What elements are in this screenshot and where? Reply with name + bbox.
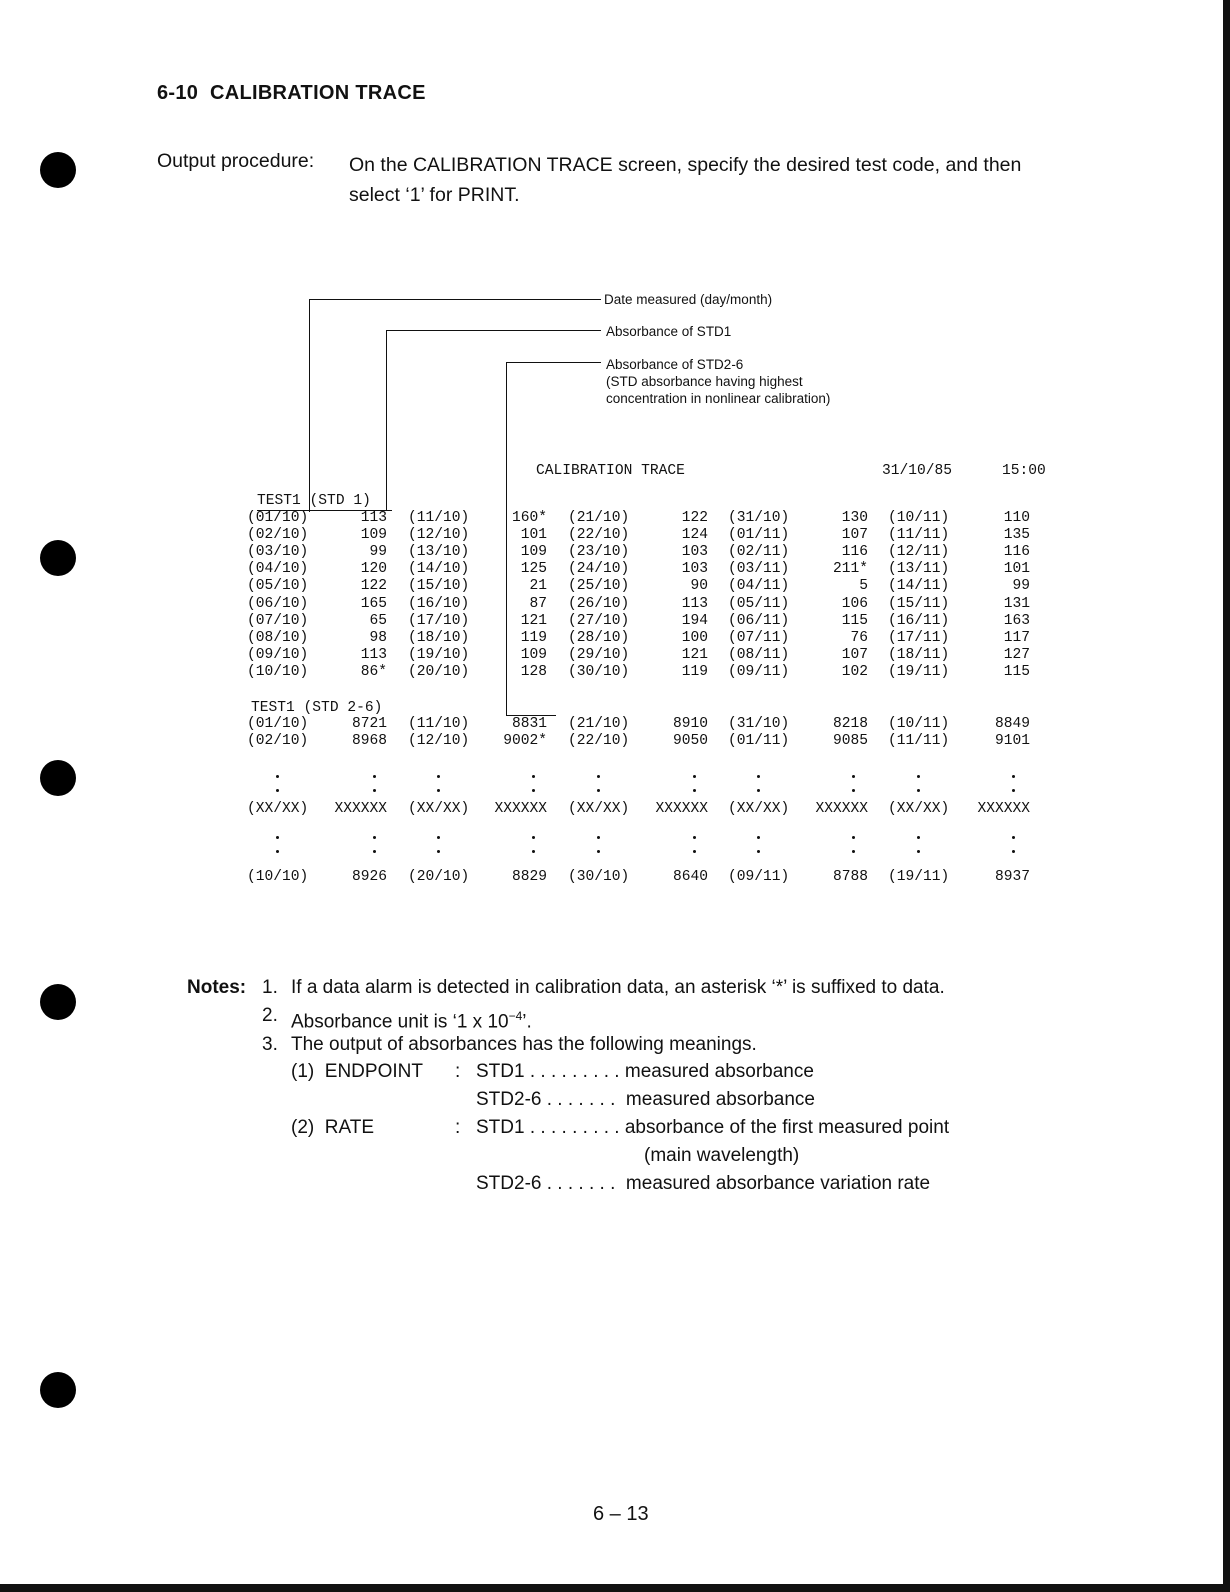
continuation-dot	[276, 850, 279, 853]
note-1: If a data alarm is detected in calibration data, an asterisk ‘*’ is suffixed to data.	[291, 977, 945, 998]
continuation-dot	[757, 836, 760, 839]
std26-cell-date: (02/10)	[247, 733, 309, 749]
continuation-dot	[852, 775, 855, 778]
std1-cell-value: 119	[681, 663, 708, 680]
continuation-dot	[373, 836, 376, 839]
std1-cell-date: (13/11)	[888, 561, 950, 578]
std1-cell-date: (16/10)	[408, 595, 470, 612]
std1-cell-date: (25/10)	[568, 578, 630, 595]
std26-cell-value: 8721	[351, 716, 387, 732]
procedure-label: Output procedure:	[157, 150, 315, 172]
std1-cell-value: 194	[681, 612, 708, 629]
rate-std1: STD1 . . . . . . . . . absorbance of the first measured point	[476, 1117, 950, 1138]
std26-cell-date: (11/10)	[408, 716, 470, 732]
page-edge-right	[1223, 0, 1230, 1592]
std1-cell-value: 107	[841, 527, 868, 544]
std1-cell-date: (30/10)	[568, 663, 630, 680]
placeholder-cell-value: XXXXXX	[334, 801, 387, 817]
std1-cell-value: 211*	[832, 561, 868, 578]
continuation-dot	[917, 850, 920, 853]
continuation-dot	[757, 850, 760, 853]
std1-cell-value: 160*	[511, 510, 547, 526]
continuation-dot	[597, 789, 600, 792]
std1-cell-value: 116	[1003, 544, 1030, 561]
std1-cell-date: (06/10)	[247, 595, 309, 612]
std1-cell-value: 124	[681, 527, 708, 544]
std26-last-cell-value: 8829	[511, 869, 547, 885]
binder-hole	[40, 540, 76, 576]
endpoint-label: (1) ENDPOINT	[291, 1061, 423, 1082]
std26-cell-date: (11/11)	[888, 733, 950, 749]
std1-cell-date: (17/10)	[408, 612, 470, 629]
std1-cell-date: (15/10)	[408, 578, 470, 595]
continuation-dot	[437, 836, 440, 839]
std1-cell-date: (28/10)	[568, 629, 630, 646]
continuation-dot	[1012, 850, 1015, 853]
std26-last-cell-date: (09/11)	[728, 869, 790, 885]
continuation-dot	[1012, 775, 1015, 778]
std1-cell-date: (05/11)	[728, 595, 790, 612]
note-2-post: ’.	[522, 1011, 532, 1033]
std1-cell-value: 102	[841, 663, 868, 680]
std1-cell-value: 122	[681, 510, 708, 526]
std26-cell-value: 8968	[351, 733, 387, 749]
continuation-dot	[276, 789, 279, 792]
std1-cell-value: 99	[369, 544, 387, 561]
std1-cell-date: (19/10)	[408, 646, 470, 663]
std1-cell-value: 5	[859, 578, 868, 595]
std1-cell-value: 101	[1003, 561, 1030, 578]
std1-cell-value: 21	[529, 578, 547, 595]
std1-cell-value: 115	[841, 612, 868, 629]
std1-cell-value: 113	[360, 510, 387, 526]
continuation-dot	[276, 836, 279, 839]
leader-std26-h	[506, 362, 601, 363]
callout-std1: Absorbance of STD1	[606, 324, 732, 339]
continuation-dot	[852, 789, 855, 792]
std1-cell-date: (09/10)	[247, 646, 309, 663]
rate-label: (2) RATE	[291, 1117, 375, 1138]
continuation-dot	[917, 836, 920, 839]
placeholder-cell-date: (XX/XX)	[247, 801, 309, 817]
continuation-dot	[437, 850, 440, 853]
std26-cell-date: (31/10)	[728, 716, 790, 732]
placeholder-cell-date: (XX/XX)	[728, 801, 790, 817]
continuation-dot	[276, 775, 279, 778]
endpoint-std1: STD1 . . . . . . . . . measured absorbance	[476, 1061, 814, 1082]
std1-cell-date: (26/10)	[568, 595, 630, 612]
std1-cell-value: 110	[1003, 510, 1030, 526]
note-2-exponent: −4	[508, 1009, 523, 1023]
leader-date-v	[309, 299, 310, 512]
std26-last-cell-value: 8788	[832, 869, 868, 885]
std1-cell-date: (19/11)	[888, 663, 950, 680]
section-title	[157, 82, 426, 105]
std26-last-cell-value: 8640	[672, 869, 708, 885]
std1-cell-date: (21/10)	[568, 510, 630, 526]
binder-hole	[40, 984, 76, 1020]
binder-hole	[40, 760, 76, 796]
binder-hole	[40, 152, 76, 188]
std1-cell-date: (13/10)	[408, 544, 470, 561]
placeholder-cell-value: XXXXXX	[494, 801, 547, 817]
std1-cell-value: 127	[1003, 646, 1030, 663]
continuation-dot	[437, 775, 440, 778]
procedure-line-1: On the CALIBRATION TRACE screen, specify the desired test code, and then	[349, 154, 1022, 176]
std1-cell-date: (14/10)	[408, 561, 470, 578]
std1-cell-date: (31/10)	[728, 510, 790, 526]
std1-cell-date: (04/10)	[247, 561, 309, 578]
std1-cell-date: (01/11)	[728, 527, 790, 544]
section-heading: CALIBRATION TRACE	[209, 82, 426, 104]
leader-date-h	[309, 299, 601, 300]
std1-cell-date: (01/10)	[247, 510, 309, 526]
std26-last-cell-date: (20/10)	[408, 869, 470, 885]
std1-cell-value: 107	[841, 646, 868, 663]
std1-cell-date: (16/11)	[888, 612, 950, 629]
std26-cell-value: 9085	[832, 733, 868, 749]
std1-cell-value: 100	[681, 629, 708, 646]
procedure-line-2: select ‘1’ for PRINT.	[349, 184, 520, 206]
std1-cell-value: 119	[520, 629, 547, 646]
std26-cell-value: 8910	[672, 716, 708, 732]
std1-cell-date: (24/10)	[568, 561, 630, 578]
std1-cell-value: 115	[1003, 663, 1030, 680]
std1-cell-date: (18/10)	[408, 629, 470, 646]
page-edge-bottom	[0, 1584, 1230, 1592]
std1-cell-date: (11/10)	[408, 510, 470, 526]
callout-std26-line2: (STD absorbance having highest	[606, 374, 803, 389]
continuation-dot	[532, 836, 535, 839]
placeholder-cell-date: (XX/XX)	[408, 801, 470, 817]
leader-std1-h	[386, 330, 601, 331]
continuation-dot	[437, 789, 440, 792]
std1-cell-date: (10/11)	[888, 510, 950, 526]
std26-cell-value: 9050	[672, 733, 708, 749]
std1-cell-value: 109	[360, 527, 387, 544]
std1-cell-value: 163	[1003, 612, 1030, 629]
std1-cell-value: 90	[690, 578, 708, 595]
std26-cell-value: 9101	[994, 733, 1030, 749]
continuation-dot	[597, 836, 600, 839]
callout-date: Date measured (day/month)	[604, 292, 773, 307]
std1-cell-date: (18/11)	[888, 646, 950, 663]
std1-cell-value: 99	[1012, 578, 1030, 595]
continuation-dot	[852, 850, 855, 853]
std1-cell-value: 76	[850, 629, 868, 646]
std1-cell-date: (03/10)	[247, 544, 309, 561]
placeholder-cell-value: XXXXXX	[655, 801, 708, 817]
std1-cell-value: 65	[369, 612, 387, 629]
std1-cell-date: (27/10)	[568, 612, 630, 629]
std26-last-cell-value: 8937	[994, 869, 1030, 885]
std1-cell-value: 128	[520, 663, 547, 680]
std1-cell-date: (02/11)	[728, 544, 790, 561]
std26-last-cell-date: (19/11)	[888, 869, 950, 885]
std1-cell-value: 101	[520, 527, 547, 544]
std1-cell-date: (02/10)	[247, 527, 309, 544]
note-1-number: 1.	[262, 977, 278, 998]
std1-cell-date: (04/11)	[728, 578, 790, 595]
std26-last-cell-value: 8926	[351, 869, 387, 885]
std1-cell-value: 121	[681, 646, 708, 663]
std26-last-cell-date: (30/10)	[568, 869, 630, 885]
block2-header: TEST1 (STD 2-6)	[251, 700, 383, 716]
note-2-number: 2.	[262, 1005, 278, 1026]
continuation-dot	[532, 850, 535, 853]
printout-date: 31/10/85	[882, 463, 953, 479]
std1-cell-value: 106	[841, 595, 868, 612]
std1-cell-value: 121	[520, 612, 547, 629]
placeholder-cell-date: (XX/XX)	[568, 801, 630, 817]
std1-cell-value: 103	[681, 561, 708, 578]
std1-cell-value: 109	[520, 544, 547, 561]
std1-cell-value: 116	[841, 544, 868, 561]
std1-cell-date: (10/10)	[247, 663, 309, 680]
placeholder-cell-value: XXXXXX	[815, 801, 868, 817]
std26-cell-date: (21/10)	[568, 716, 630, 732]
continuation-dot	[917, 775, 920, 778]
placeholder-cell-value: XXXXXX	[977, 801, 1030, 817]
continuation-dot	[597, 850, 600, 853]
std1-cell-value: 130	[841, 510, 868, 526]
std1-cell-date: (14/11)	[888, 578, 950, 595]
binder-hole	[40, 1372, 76, 1408]
std1-cell-value: 125	[520, 561, 547, 578]
continuation-dot	[757, 789, 760, 792]
std1-cell-date: (08/11)	[728, 646, 790, 663]
rate-colon: :	[455, 1117, 461, 1138]
std1-cell-date: (06/11)	[728, 612, 790, 629]
std1-cell-date: (11/11)	[888, 527, 950, 544]
std1-cell-date: (15/11)	[888, 595, 950, 612]
note-2-pre: Absorbance unit is ‘1 x 10	[291, 1011, 509, 1033]
std26-cell-date: (12/10)	[408, 733, 470, 749]
std1-cell-date: (07/10)	[247, 612, 309, 629]
endpoint-colon: :	[455, 1061, 461, 1082]
continuation-dot	[373, 775, 376, 778]
std26-cell-date: (22/10)	[568, 733, 630, 749]
std26-cell-value: 8831	[511, 716, 547, 732]
std1-cell-value: 103	[681, 544, 708, 561]
continuation-dot	[693, 836, 696, 839]
std1-cell-date: (23/10)	[568, 544, 630, 561]
callout-std26-line1: Absorbance of STD2-6	[606, 357, 744, 372]
std1-cell-value: 135	[1003, 527, 1030, 544]
std1-cell-date: (08/10)	[247, 629, 309, 646]
std1-cell-date: (12/11)	[888, 544, 950, 561]
leader-std1-v	[386, 330, 387, 510]
std1-cell-value: 113	[360, 646, 387, 663]
note-3: The output of absorbances has the following meanings.	[291, 1034, 757, 1055]
std1-cell-date: (17/11)	[888, 629, 950, 646]
endpoint-std26: STD2-6 . . . . . . . measured absorbance	[476, 1089, 815, 1110]
rate-std1-cont: (main wavelength)	[644, 1145, 800, 1166]
std1-cell-date: (20/10)	[408, 663, 470, 680]
page-number: 6 – 13	[593, 1503, 649, 1525]
std1-cell-value: 117	[1003, 629, 1030, 646]
block1-header: TEST1 (STD 1)	[257, 493, 371, 509]
std1-cell-value: 109	[520, 646, 547, 663]
std1-cell-date: (07/11)	[728, 629, 790, 646]
continuation-dot	[757, 775, 760, 778]
std26-last-cell-date: (10/10)	[247, 869, 309, 885]
note-3-number: 3.	[262, 1034, 278, 1055]
std1-cell-date: (03/11)	[728, 561, 790, 578]
std1-cell-date: (05/10)	[247, 578, 309, 595]
std1-cell-value: 120	[360, 561, 387, 578]
continuation-dot	[917, 789, 920, 792]
std26-cell-value: 8849	[994, 716, 1030, 732]
std1-cell-value: 165	[360, 595, 387, 612]
callout-std26-line3: concentration in nonlinear calibration)	[606, 391, 831, 406]
printout-title: CALIBRATION TRACE	[536, 463, 685, 479]
continuation-dot	[532, 775, 535, 778]
printout-time: 15:00	[1002, 463, 1046, 479]
continuation-dot	[852, 836, 855, 839]
std26-cell-value: 9002*	[503, 733, 547, 749]
continuation-dot	[1012, 789, 1015, 792]
std1-cell-value: 98	[369, 629, 387, 646]
section-number: 6-10	[157, 82, 199, 104]
std1-cell-value: 86*	[360, 663, 387, 680]
std26-cell-value: 8218	[832, 716, 868, 732]
std1-cell-value: 87	[529, 595, 547, 612]
continuation-dot	[597, 775, 600, 778]
callout-std26	[606, 356, 830, 407]
std1-cell-date: (29/10)	[568, 646, 630, 663]
continuation-dot	[693, 775, 696, 778]
std1-cell-value: 113	[681, 595, 708, 612]
continuation-dot	[532, 789, 535, 792]
std26-cell-date: (01/11)	[728, 733, 790, 749]
continuation-dot	[1012, 836, 1015, 839]
std1-cell-value: 122	[360, 578, 387, 595]
std26-cell-date: (10/11)	[888, 716, 950, 732]
continuation-dot	[693, 850, 696, 853]
std1-cell-date: (12/10)	[408, 527, 470, 544]
continuation-dot	[373, 789, 376, 792]
placeholder-cell-date: (XX/XX)	[888, 801, 950, 817]
rate-std26: STD2-6 . . . . . . . measured absorbance variation rate	[476, 1173, 931, 1194]
std1-cell-date: (22/10)	[568, 527, 630, 544]
std1-cell-value: 131	[1003, 595, 1030, 612]
continuation-dot	[693, 789, 696, 792]
notes-label: Notes:	[187, 977, 247, 998]
std1-cell-date: (09/11)	[728, 663, 790, 680]
std26-cell-date: (01/10)	[247, 716, 309, 732]
procedure-text	[349, 150, 1099, 210]
continuation-dot	[373, 850, 376, 853]
